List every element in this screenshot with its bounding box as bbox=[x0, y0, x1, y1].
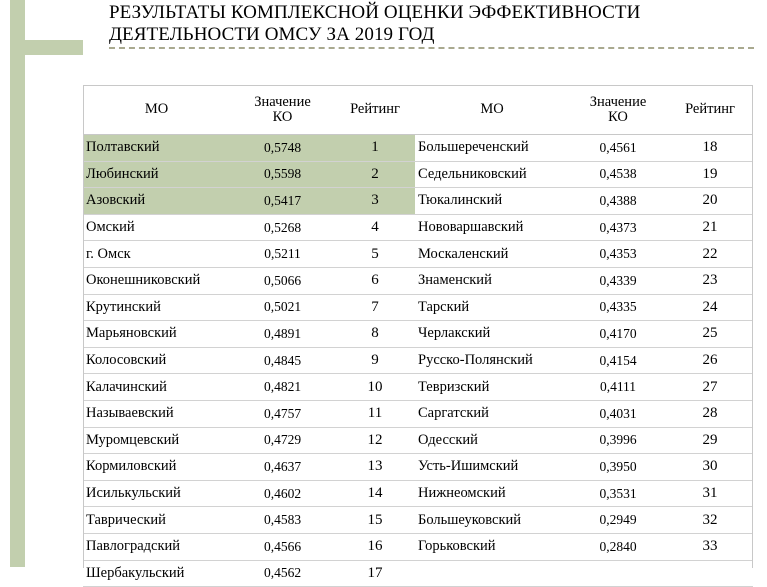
left-score-value: 0,4566 bbox=[230, 533, 335, 560]
right-rank-value: 21 bbox=[667, 214, 753, 241]
header-value-left: Значение КО bbox=[230, 85, 335, 135]
table-row bbox=[83, 400, 753, 427]
right-score-value: 0,4538 bbox=[569, 161, 667, 188]
left-rank-value: 12 bbox=[335, 427, 415, 454]
right-score-value: 0,3950 bbox=[569, 454, 667, 481]
left-rank-value: 4 bbox=[335, 214, 415, 241]
right-district-name: Усть-Ишимский bbox=[415, 454, 569, 481]
left-score-value: 0,5417 bbox=[230, 188, 335, 215]
left-score-value: 0,4845 bbox=[230, 347, 335, 374]
left-score-value: 0,4821 bbox=[230, 374, 335, 401]
header-mo-left: МО bbox=[83, 85, 230, 135]
title-divider bbox=[109, 47, 754, 49]
left-district-name: Исилькульский bbox=[83, 480, 230, 507]
table-row bbox=[83, 214, 753, 241]
left-score-value: 0,5211 bbox=[230, 241, 335, 268]
left-rank-value: 10 bbox=[335, 374, 415, 401]
right-district-name: Горьковский bbox=[415, 533, 569, 560]
right-rank-value bbox=[667, 560, 753, 587]
right-rank-value: 33 bbox=[667, 533, 753, 560]
table-row bbox=[83, 533, 753, 560]
left-district-name: Шербакульский bbox=[83, 560, 230, 587]
table-row bbox=[83, 294, 753, 321]
right-district-name: Седельниковский bbox=[415, 161, 569, 188]
right-district-name: Тюкалинский bbox=[415, 188, 569, 215]
right-rank-value: 26 bbox=[667, 347, 753, 374]
left-score-value: 0,4891 bbox=[230, 321, 335, 348]
right-district-name: Москаленский bbox=[415, 241, 569, 268]
right-district-name: Нововаршавский bbox=[415, 214, 569, 241]
right-score-value: 0,3531 bbox=[569, 480, 667, 507]
left-rank-value: 3 bbox=[335, 188, 415, 215]
left-score-value: 0,5066 bbox=[230, 267, 335, 294]
right-rank-value: 22 bbox=[667, 241, 753, 268]
right-district-name: Большеуковский bbox=[415, 507, 569, 534]
title-line-2: ДЕЯТЕЛЬНОСТИ ОМСУ ЗА 2019 ГОД bbox=[109, 24, 435, 45]
left-score-value: 0,4757 bbox=[230, 400, 335, 427]
rating-table bbox=[83, 85, 753, 587]
right-district-name: Черлакский bbox=[415, 321, 569, 348]
left-rank-value: 7 bbox=[335, 294, 415, 321]
right-rank-value: 20 bbox=[667, 188, 753, 215]
left-score-value: 0,5021 bbox=[230, 294, 335, 321]
header-rank-right: Рейтинг bbox=[667, 85, 753, 135]
left-district-name: г. Омск bbox=[83, 241, 230, 268]
right-rank-value: 27 bbox=[667, 374, 753, 401]
table-row bbox=[83, 507, 753, 534]
right-rank-value: 31 bbox=[667, 480, 753, 507]
left-district-name: Павлоградский bbox=[83, 533, 230, 560]
left-district-name: Кормиловский bbox=[83, 454, 230, 481]
header-rank-left: Рейтинг bbox=[335, 85, 415, 135]
right-score-value: 0,4154 bbox=[569, 347, 667, 374]
left-district-name: Калачинский bbox=[83, 374, 230, 401]
left-district-name: Муромцевский bbox=[83, 427, 230, 454]
left-district-name: Таврический bbox=[83, 507, 230, 534]
title-line-1: РЕЗУЛЬТАТЫ КОМПЛЕКСНОЙ ОЦЕНКИ ЭФФЕКТИВНОСТИ bbox=[109, 2, 641, 23]
left-score-value: 0,5748 bbox=[230, 135, 335, 162]
right-district-name: Саргатский bbox=[415, 400, 569, 427]
left-score-value: 0,4583 bbox=[230, 507, 335, 534]
table-row bbox=[83, 188, 753, 215]
right-district-name: Русско-Полянский bbox=[415, 347, 569, 374]
right-rank-value: 19 bbox=[667, 161, 753, 188]
left-rank-value: 11 bbox=[335, 400, 415, 427]
right-rank-value: 25 bbox=[667, 321, 753, 348]
right-district-name: Тевризский bbox=[415, 374, 569, 401]
right-district-name: Знаменский bbox=[415, 267, 569, 294]
table-row bbox=[83, 241, 753, 268]
left-district-name: Любинский bbox=[83, 161, 230, 188]
right-district-name: Нижнеомский bbox=[415, 480, 569, 507]
decorative-horizontal-bar bbox=[25, 40, 83, 55]
left-rank-value: 17 bbox=[335, 560, 415, 587]
right-district-name: Тарский bbox=[415, 294, 569, 321]
table-row bbox=[83, 427, 753, 454]
right-rank-value: 29 bbox=[667, 427, 753, 454]
right-score-value: 0,2949 bbox=[569, 507, 667, 534]
right-score-value: 0,4170 bbox=[569, 321, 667, 348]
right-rank-value: 18 bbox=[667, 135, 753, 162]
left-score-value: 0,5268 bbox=[230, 214, 335, 241]
left-score-value: 0,5598 bbox=[230, 161, 335, 188]
right-score-value: 0,4561 bbox=[569, 135, 667, 162]
right-score-value: 0,4111 bbox=[569, 374, 667, 401]
left-district-name: Крутинский bbox=[83, 294, 230, 321]
table-row bbox=[83, 454, 753, 481]
left-rank-value: 14 bbox=[335, 480, 415, 507]
right-score-value: 0,4031 bbox=[569, 400, 667, 427]
left-rank-value: 8 bbox=[335, 321, 415, 348]
left-score-value: 0,4637 bbox=[230, 454, 335, 481]
left-rank-value: 16 bbox=[335, 533, 415, 560]
right-score-value: 0,4339 bbox=[569, 267, 667, 294]
left-score-value: 0,4729 bbox=[230, 427, 335, 454]
right-score-value: 0,4353 bbox=[569, 241, 667, 268]
left-rank-value: 2 bbox=[335, 161, 415, 188]
left-rank-value: 5 bbox=[335, 241, 415, 268]
left-district-name: Колосовский bbox=[83, 347, 230, 374]
left-score-value: 0,4602 bbox=[230, 480, 335, 507]
right-score-value: 0,4388 bbox=[569, 188, 667, 215]
left-rank-value: 1 bbox=[335, 135, 415, 162]
right-district-name: Одесский bbox=[415, 427, 569, 454]
right-district-name: Большереченский bbox=[415, 135, 569, 162]
right-district-name bbox=[415, 560, 569, 587]
table-row bbox=[83, 374, 753, 401]
header-mo-right: МО bbox=[415, 85, 569, 135]
left-score-value: 0,4562 bbox=[230, 560, 335, 587]
right-rank-value: 32 bbox=[667, 507, 753, 534]
right-score-value: 0,2840 bbox=[569, 533, 667, 560]
table-row bbox=[83, 560, 753, 587]
right-rank-value: 23 bbox=[667, 267, 753, 294]
right-score-value: 0,3996 bbox=[569, 427, 667, 454]
left-district-name: Называевский bbox=[83, 400, 230, 427]
left-district-name: Оконешниковский bbox=[83, 267, 230, 294]
left-rank-value: 13 bbox=[335, 454, 415, 481]
table-row bbox=[83, 161, 753, 188]
left-rank-value: 6 bbox=[335, 267, 415, 294]
left-district-name: Омский bbox=[83, 214, 230, 241]
table-row bbox=[83, 321, 753, 348]
right-score-value: 0,4373 bbox=[569, 214, 667, 241]
right-score-value bbox=[569, 560, 667, 587]
table-row bbox=[83, 135, 753, 162]
page-title bbox=[109, 2, 640, 46]
left-district-name: Марьяновский bbox=[83, 321, 230, 348]
right-score-value: 0,4335 bbox=[569, 294, 667, 321]
table-row bbox=[83, 347, 753, 374]
left-rank-value: 15 bbox=[335, 507, 415, 534]
header-value-right: Значение КО bbox=[569, 85, 667, 135]
left-district-name: Полтавский bbox=[83, 135, 230, 162]
table-header-row bbox=[83, 85, 753, 135]
right-rank-value: 28 bbox=[667, 400, 753, 427]
decorative-vertical-bar bbox=[10, 0, 25, 567]
right-rank-value: 30 bbox=[667, 454, 753, 481]
right-rank-value: 24 bbox=[667, 294, 753, 321]
table-row bbox=[83, 480, 753, 507]
table-row bbox=[83, 267, 753, 294]
left-district-name: Азовский bbox=[83, 188, 230, 215]
left-rank-value: 9 bbox=[335, 347, 415, 374]
